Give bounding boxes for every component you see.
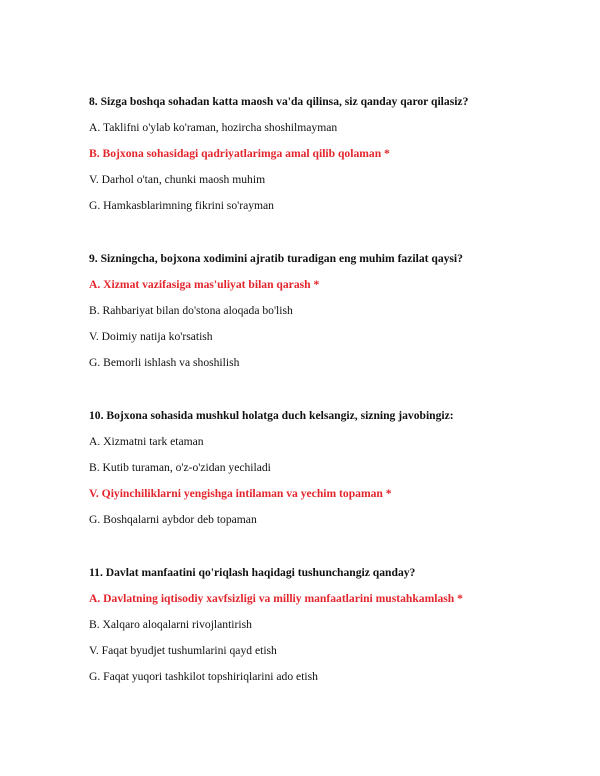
correct-answer-option: A. Davlatning iqtisodiy xavfsizligi va milliy manfaatlarini mustahkamlash * [89, 592, 463, 605]
answer-option: G. Bemorli ishlash va shoshilish [89, 356, 240, 369]
answer-option: V. Doimiy natija ko'rsatish [89, 330, 213, 343]
question-text: 10. Bojxona sohasida mushkul holatga duch kelsangiz, sizning javobingiz: [89, 409, 454, 422]
question-block-8 [89, 95, 569, 225]
question-block-9 [89, 252, 569, 382]
question-block-11 [89, 566, 569, 696]
correct-answer-option: B. Bojxona sohasidagi qadriyatlarimga amal qilib qolaman * [89, 147, 390, 160]
question-text: 11. Davlat manfaatini qo'riqlash haqidagi tushunchangiz qanday? [89, 566, 416, 579]
correct-answer-option: A. Xizmat vazifasiga mas'uliyat bilan qarash * [89, 278, 320, 291]
answer-option: B. Kutib turaman, o'z-o'zidan yechiladi [89, 461, 271, 474]
question-block-10 [89, 409, 569, 539]
question-text: 9. Sizningcha, bojxona xodimini ajratib turadigan eng muhim fazilat qaysi? [89, 252, 463, 265]
question-text: 8. Sizga boshqa sohadan katta maosh va'da qilinsa, siz qanday qaror qilasiz? [89, 95, 469, 108]
answer-option: V. Darhol o'tan, chunki maosh muhim [89, 173, 266, 186]
answer-option: B. Xalqaro aloqalarni rivojlantirish [89, 618, 252, 631]
answer-option: V. Faqat byudjet tushumlarini qayd etish [89, 644, 277, 657]
answer-option: G. Hamkasblarimning fikrini so'rayman [89, 199, 274, 212]
correct-answer-option: V. Qiyinchiliklarni yengishga intilaman va yechim topaman * [89, 487, 392, 500]
answer-option: B. Rahbariyat bilan do'stona aloqada bo'lish [89, 304, 293, 317]
answer-option: G. Faqat yuqori tashkilot topshiriqlarini ado etish [89, 670, 318, 683]
answer-option: A. Xizmatni tark etaman [89, 435, 204, 448]
answer-option: A. Taklifni o'ylab ko'raman, hozircha shoshilmayman [89, 121, 338, 134]
answer-option: G. Boshqalarni aybdor deb topaman [89, 513, 257, 526]
